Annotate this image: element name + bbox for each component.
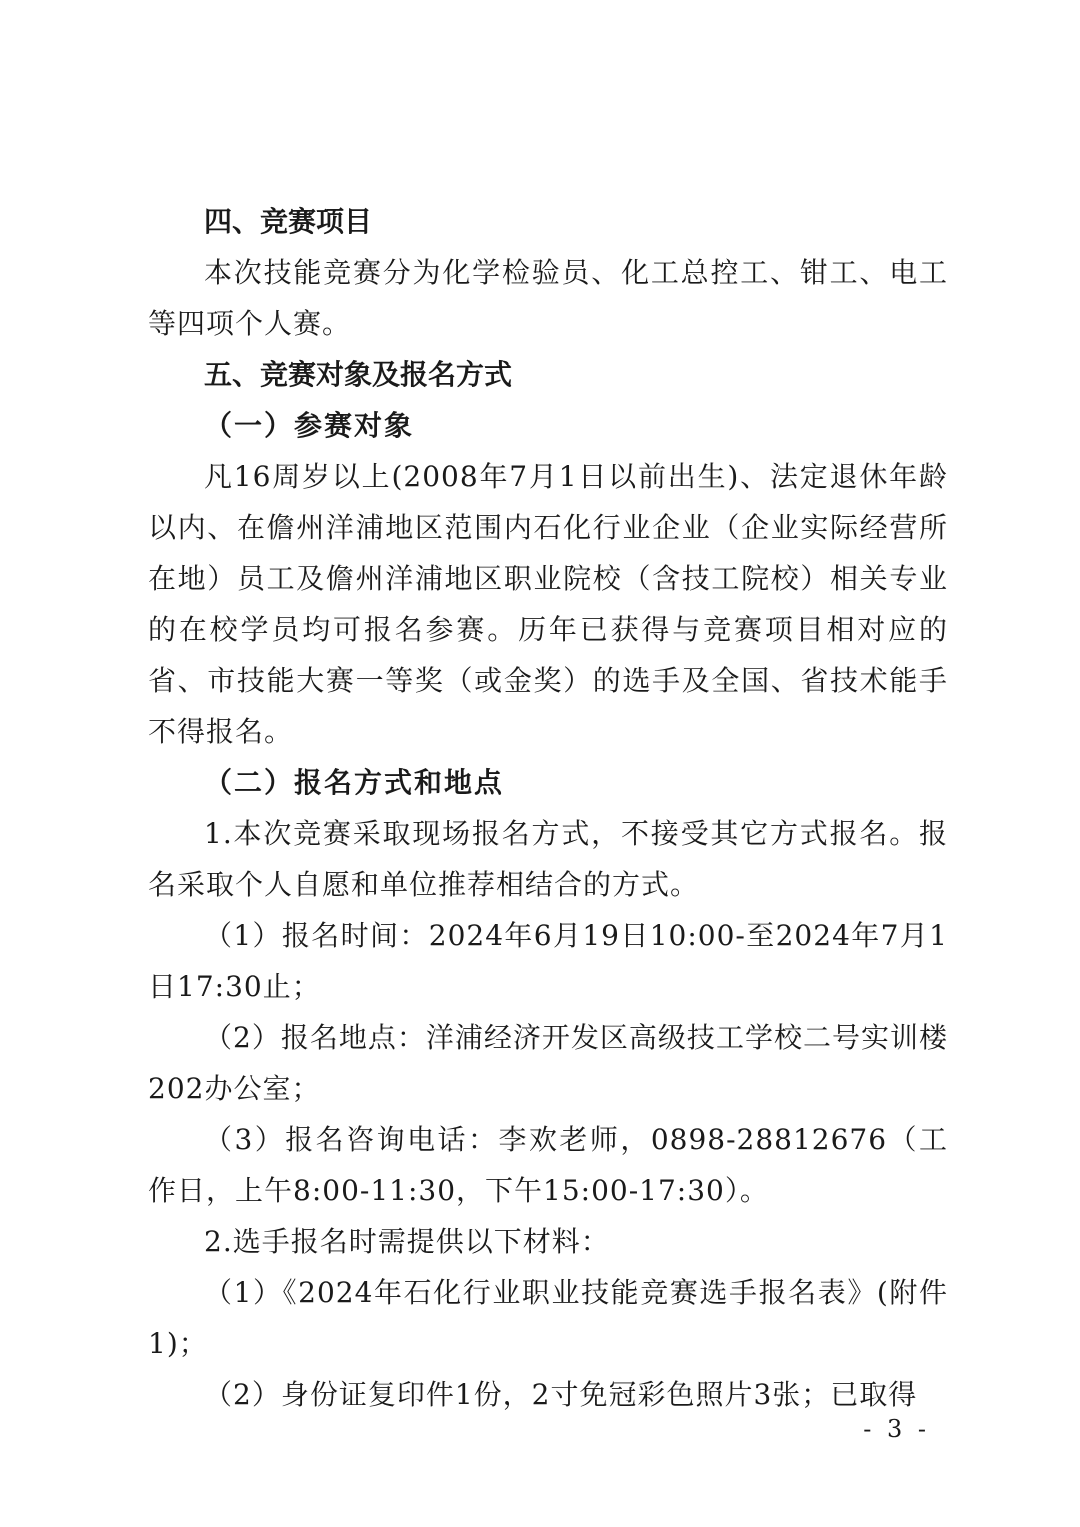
page-content: [148, 196, 948, 1420]
subsection-1-heading: （一）参赛对象: [204, 409, 415, 442]
section-4-paragraph: 本次技能竞赛分为化学检验员、化工总控工、钳工、电工等四项个人赛。: [148, 256, 948, 340]
registration-method-item: 1.本次竞赛采取现场报名方式，不接受其它方式报名。报名采取个人自愿和单位推荐相结合的方式。: [148, 817, 948, 901]
section-4-heading: 四、竞赛项目: [204, 205, 373, 238]
materials-form-item: （1）《2024年石化行业职业技能竞赛选手报名表》(附件1)；: [148, 1276, 948, 1360]
registration-location-item: （2）报名地点：洋浦经济开发区高级技工学校二号实训楼202办公室；: [148, 1021, 948, 1105]
registration-phone-item: （3）报名咨询电话：李欢老师，0898-28812676（工作日，上午8:00-11:30，下午15:00-17:30）。: [148, 1123, 948, 1207]
materials-heading-item: 2.选手报名时需提供以下材料：: [204, 1225, 610, 1258]
page-number: - 3 -: [863, 1415, 930, 1443]
section-5-heading: 五、竞赛对象及报名方式: [204, 358, 513, 391]
materials-id-photo-item: （2）身份证复印件1份，2寸免冠彩色照片3张；已取得: [204, 1378, 918, 1411]
registration-time-item: （1）报名时间：2024年6月19日10:00-至2024年7月1日17:30止；: [148, 919, 948, 1003]
subsection-2-heading: （二）报名方式和地点: [204, 766, 505, 799]
subsection-1-paragraph: 凡16周岁以上(2008年7月1日以前出生)、法定退休年龄以内、在儋州洋浦地区范围内石化行业企业（企业实际经营所在地）员工及儋州洋浦地区职业院校（含技工院校）相关专业的在校学员均可报名参赛。历年已获得与竞赛项目相对应的省、市技能大赛一等奖（或金奖）的选手及全国、省技术能手不得报名。: [148, 460, 948, 748]
